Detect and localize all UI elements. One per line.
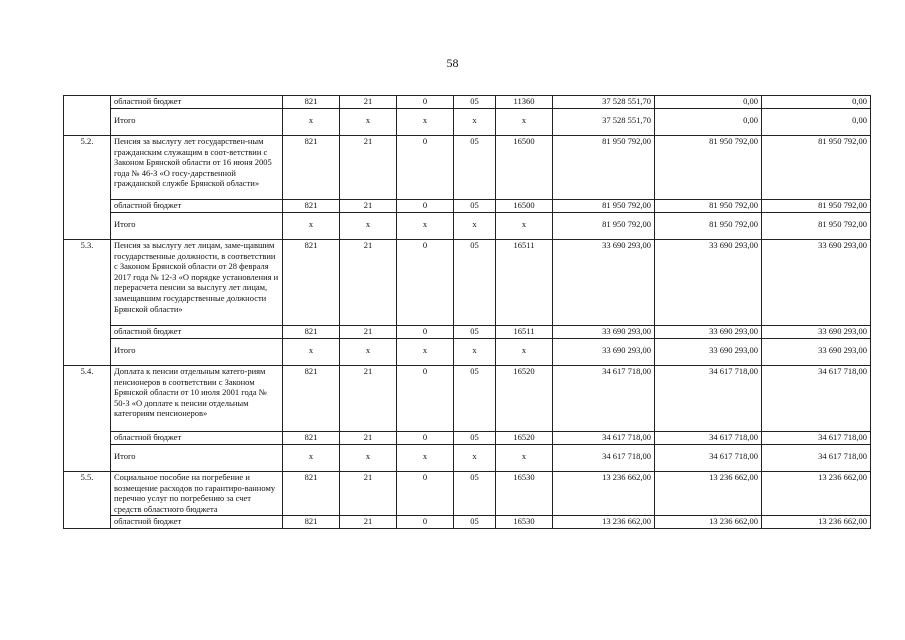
table-row (64, 432, 871, 445)
ministry-code: 821 (283, 366, 340, 432)
program-code: 21 (340, 136, 397, 200)
ministry-code: x (283, 445, 340, 472)
program-code: x (340, 339, 397, 366)
ministry-code: x (283, 213, 340, 240)
event-code: 05 (454, 136, 496, 200)
row-number: 5.4. (64, 366, 111, 472)
amount-year-2: 34 617 718,00 (655, 432, 762, 445)
row-name: Социальное пособие на погребение и возмещение расходов по гарантиро-ванному перечню услуг по погребению за счет средств областного бюджета (111, 472, 283, 516)
amount-year-2: 13 236 662,00 (655, 472, 762, 516)
amount-year-1: 37 528 551,70 (553, 96, 655, 109)
ministry-code: x (283, 339, 340, 366)
ministry-code: 821 (283, 432, 340, 445)
amount-year-1: 37 528 551,70 (553, 109, 655, 136)
ministry-code: 821 (283, 472, 340, 516)
subprogram-code: 0 (397, 472, 454, 516)
amount-year-3: 0,00 (762, 109, 871, 136)
direction-code: 16500 (496, 200, 553, 213)
ministry-code: 821 (283, 96, 340, 109)
direction-code: x (496, 109, 553, 136)
program-code: 21 (340, 516, 397, 529)
row-name: областной бюджет (111, 516, 283, 529)
row-number: 5.3. (64, 240, 111, 366)
table-row (64, 366, 871, 432)
direction-code: 11360 (496, 96, 553, 109)
program-code: 21 (340, 96, 397, 109)
row-name: Итого (111, 213, 283, 240)
direction-code: x (496, 213, 553, 240)
subprogram-code: x (397, 339, 454, 366)
direction-code: x (496, 445, 553, 472)
subprogram-code: 0 (397, 516, 454, 529)
ministry-code: 821 (283, 136, 340, 200)
program-code: 21 (340, 240, 397, 326)
amount-year-3: 81 950 792,00 (762, 213, 871, 240)
event-code: 05 (454, 326, 496, 339)
amount-year-2: 34 617 718,00 (655, 366, 762, 432)
event-code: x (454, 339, 496, 366)
row-name: областной бюджет (111, 96, 283, 109)
page-number: 58 (446, 56, 459, 70)
direction-code: x (496, 339, 553, 366)
table-row (64, 516, 871, 529)
amount-year-3: 13 236 662,00 (762, 472, 871, 516)
amount-year-2: 0,00 (655, 109, 762, 136)
amount-year-2: 33 690 293,00 (655, 339, 762, 366)
subprogram-code: 0 (397, 326, 454, 339)
row-name: Итого (111, 109, 283, 136)
event-code: 05 (454, 96, 496, 109)
row-name: областной бюджет (111, 432, 283, 445)
program-code: 21 (340, 366, 397, 432)
row-name: областной бюджет (111, 200, 283, 213)
event-code: 05 (454, 432, 496, 445)
ministry-code: 821 (283, 516, 340, 529)
direction-code: 16511 (496, 240, 553, 326)
amount-year-3: 13 236 662,00 (762, 516, 871, 529)
subprogram-code: 0 (397, 96, 454, 109)
subprogram-code: 0 (397, 200, 454, 213)
subprogram-code: 0 (397, 240, 454, 326)
direction-code: 16520 (496, 366, 553, 432)
amount-year-3: 34 617 718,00 (762, 432, 871, 445)
amount-year-1: 33 690 293,00 (553, 339, 655, 366)
amount-year-1: 34 617 718,00 (553, 432, 655, 445)
subprogram-code: x (397, 213, 454, 240)
amount-year-3: 0,00 (762, 96, 871, 109)
ministry-code: 821 (283, 326, 340, 339)
program-code: 21 (340, 432, 397, 445)
subprogram-code: 0 (397, 136, 454, 200)
row-name: Пенсия за выслугу лет государствен-ным гражданским служащим в соот-ветствии с Законом Брянской области от 16 июня 2005 года № 46-З «О госу-дарственной гражданской службе Брянской области» (111, 136, 283, 200)
subprogram-code: x (397, 445, 454, 472)
event-code: x (454, 445, 496, 472)
amount-year-2: 33 690 293,00 (655, 326, 762, 339)
table-row (64, 96, 871, 109)
amount-year-3: 33 690 293,00 (762, 240, 871, 326)
amount-year-2: 13 236 662,00 (655, 516, 762, 529)
amount-year-3: 33 690 293,00 (762, 339, 871, 366)
program-code: x (340, 213, 397, 240)
table-row (64, 326, 871, 339)
ministry-code: x (283, 109, 340, 136)
table-row (64, 136, 871, 200)
amount-year-2: 33 690 293,00 (655, 240, 762, 326)
amount-year-3: 34 617 718,00 (762, 366, 871, 432)
amount-year-3: 34 617 718,00 (762, 445, 871, 472)
amount-year-3: 81 950 792,00 (762, 200, 871, 213)
direction-code: 16530 (496, 472, 553, 516)
amount-year-1: 81 950 792,00 (553, 136, 655, 200)
row-name: Пенсия за выслугу лет лицам, заме-щавшим государственные должности, в соответствии с Законом Брянской области от 28 февраля 2017 года № 12-З «О порядке установления и перерасчета пенсии за выслугу лет лицам, замещавшим государственные должности Брянской области» (111, 240, 283, 326)
event-code: x (454, 213, 496, 240)
program-code: 21 (340, 326, 397, 339)
direction-code: 16511 (496, 326, 553, 339)
amount-year-1: 33 690 293,00 (553, 326, 655, 339)
program-code: 21 (340, 200, 397, 213)
ministry-code: 821 (283, 200, 340, 213)
event-code: 05 (454, 366, 496, 432)
row-number: 5.2. (64, 136, 111, 240)
amount-year-2: 81 950 792,00 (655, 136, 762, 200)
direction-code: 16520 (496, 432, 553, 445)
amount-year-1: 33 690 293,00 (553, 240, 655, 326)
amount-year-1: 13 236 662,00 (553, 516, 655, 529)
row-number: 5.5. (64, 472, 111, 529)
amount-year-1: 34 617 718,00 (553, 445, 655, 472)
direction-code: 16530 (496, 516, 553, 529)
subprogram-code: x (397, 109, 454, 136)
program-code: x (340, 445, 397, 472)
program-code: 21 (340, 472, 397, 516)
amount-year-2: 81 950 792,00 (655, 213, 762, 240)
table-row (64, 200, 871, 213)
row-name: Доплата к пенсии отдельным катего-риям пенсионеров в соответствии с Законом Брянской области от 10 июля 2001 года № 50-З «О доплате к пенсии отдельным категориям пенсионеров» (111, 366, 283, 432)
subprogram-code: 0 (397, 432, 454, 445)
table-row (64, 472, 871, 516)
amount-year-3: 81 950 792,00 (762, 136, 871, 200)
table-row (64, 109, 871, 136)
ministry-code: 821 (283, 240, 340, 326)
amount-year-2: 81 950 792,00 (655, 200, 762, 213)
table-row (64, 240, 871, 326)
event-code: x (454, 109, 496, 136)
event-code: 05 (454, 240, 496, 326)
program-code: x (340, 109, 397, 136)
table-row (64, 213, 871, 240)
event-code: 05 (454, 516, 496, 529)
event-code: 05 (454, 472, 496, 516)
amount-year-1: 81 950 792,00 (553, 213, 655, 240)
row-number (64, 96, 111, 136)
amount-year-3: 33 690 293,00 (762, 326, 871, 339)
row-name: Итого (111, 445, 283, 472)
table-row (64, 339, 871, 366)
row-name: областной бюджет (111, 326, 283, 339)
subprogram-code: 0 (397, 366, 454, 432)
amount-year-2: 34 617 718,00 (655, 445, 762, 472)
row-name: Итого (111, 339, 283, 366)
budget-table (63, 95, 871, 529)
direction-code: 16500 (496, 136, 553, 200)
event-code: 05 (454, 200, 496, 213)
amount-year-1: 81 950 792,00 (553, 200, 655, 213)
amount-year-1: 34 617 718,00 (553, 366, 655, 432)
amount-year-1: 13 236 662,00 (553, 472, 655, 516)
amount-year-2: 0,00 (655, 96, 762, 109)
table-row (64, 445, 871, 472)
